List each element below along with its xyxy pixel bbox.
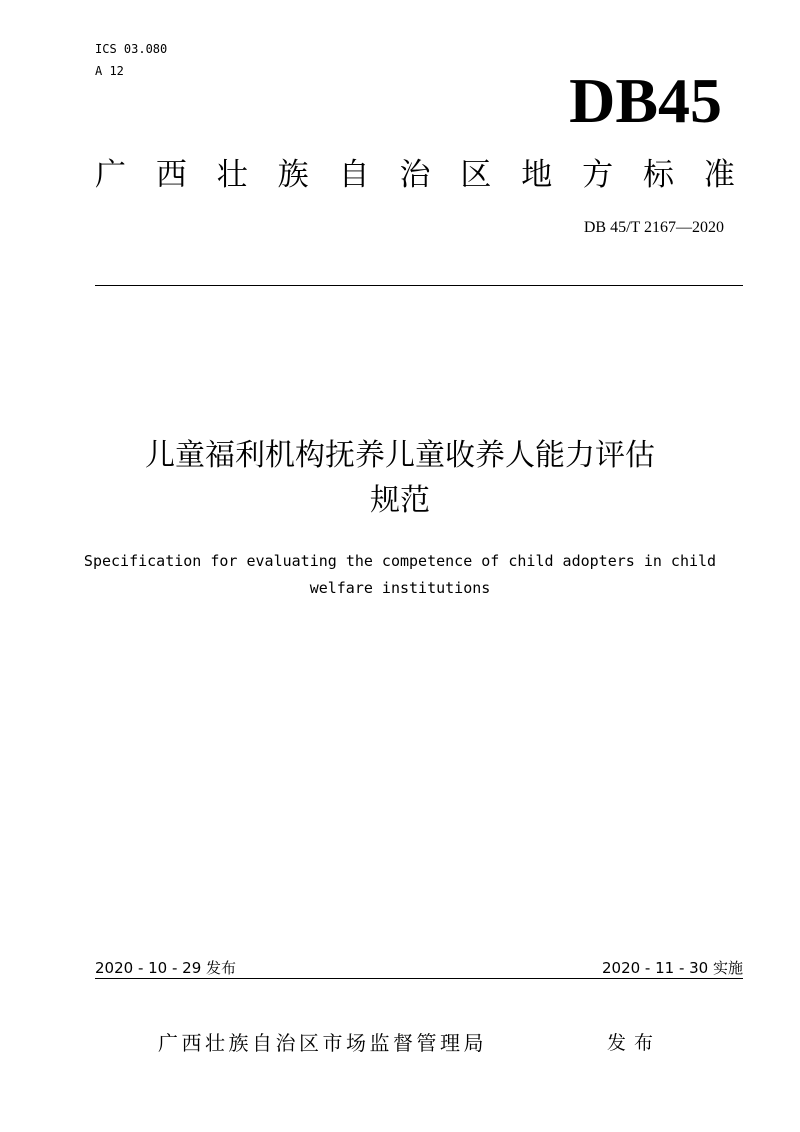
standard-category-title (95, 152, 735, 198)
category-char: 地 (521, 157, 553, 193)
category-char: 壮 (216, 157, 248, 193)
category-char: 准 (703, 157, 735, 193)
header-divider (95, 285, 743, 286)
publish-label: 发布 (607, 1032, 662, 1054)
standard-number: DB 45/T 2167—2020 (583, 219, 724, 236)
title-en-line-1: Specification for evaluating the competence of child adopters in child (83, 552, 717, 570)
title-zh-line-2: 规范 (370, 483, 430, 518)
category-char: 西 (155, 157, 187, 193)
publisher-name: 广西壮族自治区市场监督管理局 (158, 1031, 487, 1055)
footer-divider (95, 978, 743, 979)
category-char: 治 (399, 157, 431, 193)
category-char: 自 (338, 157, 370, 193)
title-en-line-2: welfare institutions (309, 579, 491, 597)
category-char: 标 (643, 157, 675, 193)
issue-date: 2020 - 10 - 29 发布 (95, 959, 237, 977)
ics-classification: ICS 03.080 (95, 42, 168, 56)
category-char: 族 (277, 157, 309, 193)
standard-code-logo: DB45 (569, 65, 722, 136)
category-char: 区 (460, 157, 492, 193)
title-zh-line-1: 儿童福利机构抚养儿童收养人能力评估 (145, 438, 655, 473)
ccs-classification: A 12 (95, 64, 124, 78)
category-char: 广 (95, 157, 126, 193)
category-char: 方 (582, 157, 614, 193)
implementation-date: 2020 - 11 - 30 实施 (601, 959, 743, 977)
